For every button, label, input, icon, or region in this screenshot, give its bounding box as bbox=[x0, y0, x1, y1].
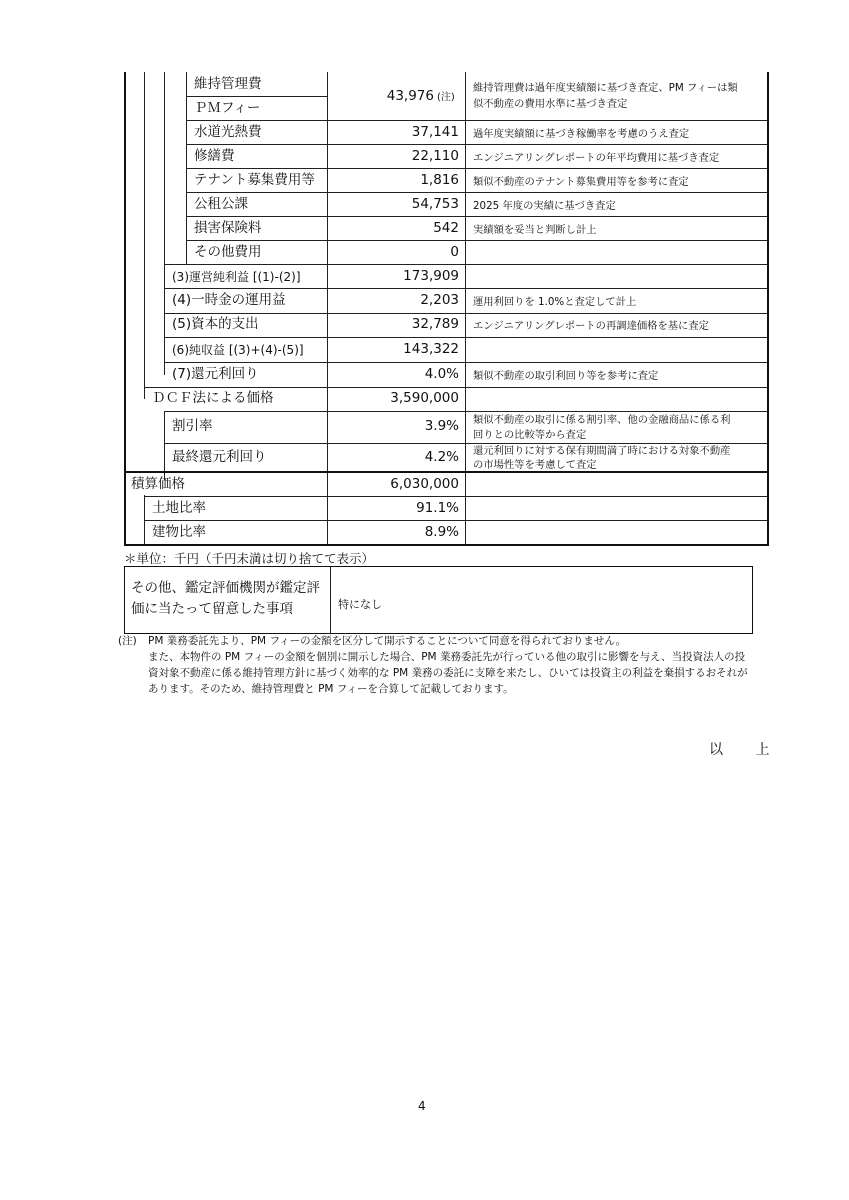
row-waribiki-label: 割引率 bbox=[172, 418, 213, 434]
row-ijikanri-pm-note-2: 似不動産の費用水準に基づき査定 bbox=[473, 98, 628, 110]
row-songai-label: 損害保険料 bbox=[194, 220, 262, 236]
table-right-border bbox=[767, 72, 769, 546]
indent-line-1 bbox=[144, 72, 145, 399]
table-left-border bbox=[124, 72, 126, 546]
row-waribiki-note-1: 類似不動産の取引に係る割引率、他の金融商品に係る利 bbox=[473, 414, 731, 426]
row-songai-note: 実績額を妥当と判断し計上 bbox=[473, 224, 597, 236]
row-shuzen-label: 修繕費 bbox=[194, 148, 235, 164]
row-suidou-note: 過年度実績額に基づき稼働率を考慮のうえ査定 bbox=[473, 128, 690, 140]
row-sonota-label: その他費用 bbox=[194, 244, 262, 260]
row-unei-value: 173,909 bbox=[403, 268, 459, 284]
row-sekisan-value: 6,030,000 bbox=[390, 476, 459, 492]
other-considerations-box bbox=[124, 566, 753, 634]
row-saishu-note-1: 還元利回りに対する保有期間満了時における対象不動産 bbox=[473, 445, 731, 457]
footnote-mark: (注) bbox=[118, 635, 137, 647]
row-tenant-value: 1,816 bbox=[420, 172, 459, 188]
row-dcf-value: 3,590,000 bbox=[390, 390, 459, 406]
row-koso-label: 公租公課 bbox=[194, 196, 248, 212]
row-saishu-note-2: の市場性等を考慮して査定 bbox=[473, 459, 597, 471]
row-kangen-note: 類似不動産の取引利回り等を参考に査定 bbox=[473, 370, 659, 382]
row-tatemono-label: 建物比率 bbox=[152, 524, 206, 540]
row-tenant-label: テナント募集費用等 bbox=[194, 172, 315, 188]
row-ichiji-label: (4)一時金の運用益 bbox=[172, 292, 286, 308]
page-number: 4 bbox=[418, 1099, 426, 1113]
row-dcf-label: ＤＣＦ法による価格 bbox=[152, 390, 274, 406]
other-considerations-answer: 特になし bbox=[338, 598, 382, 611]
row-unei-label: (3)運営純利益 [(1)-(2)] bbox=[172, 270, 301, 284]
footnote-line-1: PM 業務委託先より、PM フィーの金額を区分して開示することについて同意を得られておりません。 bbox=[148, 635, 627, 647]
row-tochi-value: 91.1% bbox=[416, 500, 459, 516]
indent-line-2 bbox=[164, 72, 165, 375]
indent-line-dcf bbox=[164, 411, 165, 480]
row-ijikanri-label: 維持管理費 bbox=[194, 76, 262, 92]
row-kangen-value: 4.0% bbox=[424, 366, 459, 382]
unit-note: ＊単位：千円（千円未満は切り捨てて表示） bbox=[124, 551, 375, 566]
row-ijikanri-pm-value: 43,976 bbox=[386, 88, 434, 104]
row-kangen-label: (7)還元利回り bbox=[172, 366, 259, 382]
row-shuzen-note: エンジニアリングレポートの年平均費用に基づき査定 bbox=[473, 152, 720, 164]
row-songai-value: 542 bbox=[433, 220, 459, 236]
row-saishu-value: 4.2% bbox=[424, 449, 459, 465]
row-shuzen-value: 22,110 bbox=[411, 148, 459, 164]
other-considerations-question: その他、鑑定評価機関が鑑定評価に当たって留意した事項 bbox=[131, 580, 320, 617]
row-suidou-value: 37,141 bbox=[411, 124, 459, 140]
row-waribiki-note-2: 回りとの比較等から査定 bbox=[473, 429, 587, 441]
row-ijikanri-pm-note-1: 維持管理費は過年度実績額に基づき査定、PM フィーは類 bbox=[473, 82, 738, 94]
row-tatemono-value: 8.9% bbox=[424, 524, 459, 540]
row-waribiki-value: 3.9% bbox=[424, 418, 459, 434]
row-tochi-label: 土地比率 bbox=[152, 500, 206, 516]
row-sekisan-label: 積算価格 bbox=[131, 476, 185, 492]
row-shihon-label: (5)資本的支出 bbox=[172, 316, 259, 332]
row-koso-note: 2025 年度の実績に基づき査定 bbox=[473, 200, 616, 212]
row-saishu-label: 最終還元利回り bbox=[172, 449, 267, 465]
footnote bbox=[118, 633, 758, 697]
valuation-table bbox=[124, 72, 769, 546]
row-junshueki-label: (6)純収益 [(3)+(4)-(5)] bbox=[172, 343, 304, 357]
row-ijikanri-pm-value-note: (注) bbox=[437, 92, 455, 103]
footnote-line-2: また、本物件の PM フィーの金額を個別に開示した場合、PM 業務委託先が行っている他の取引に影響を与え、当投資法人の投資対象不動産に係る維持管理方針に基づく効率的な PM 業務の委託に支障を来たし、ひいては投資主の利益を棄損するおそれがあります。そのため、維持管理費と PM フィーを合算して記載しております。 bbox=[148, 651, 748, 695]
row-shihon-note: エンジニアリングレポートの再調達価格を基に査定 bbox=[473, 320, 709, 332]
row-shihon-value: 32,789 bbox=[411, 316, 459, 332]
row-suidou-label: 水道光熱費 bbox=[194, 124, 262, 140]
row-tenant-note: 類似不動産のテナント募集費用等を参考に査定 bbox=[473, 176, 689, 188]
row-junshueki-value: 143,322 bbox=[403, 341, 459, 357]
row-koso-value: 54,753 bbox=[411, 196, 459, 212]
row-sonota-value: 0 bbox=[450, 244, 459, 260]
row-ichiji-note: 運用利回りを 1.0%と査定して計上 bbox=[473, 296, 637, 308]
row-ichiji-value: 2,203 bbox=[420, 292, 459, 308]
closing-mark: 以 上 bbox=[709, 742, 784, 758]
row-pmfee-label: ＰＭフィー bbox=[194, 100, 261, 116]
